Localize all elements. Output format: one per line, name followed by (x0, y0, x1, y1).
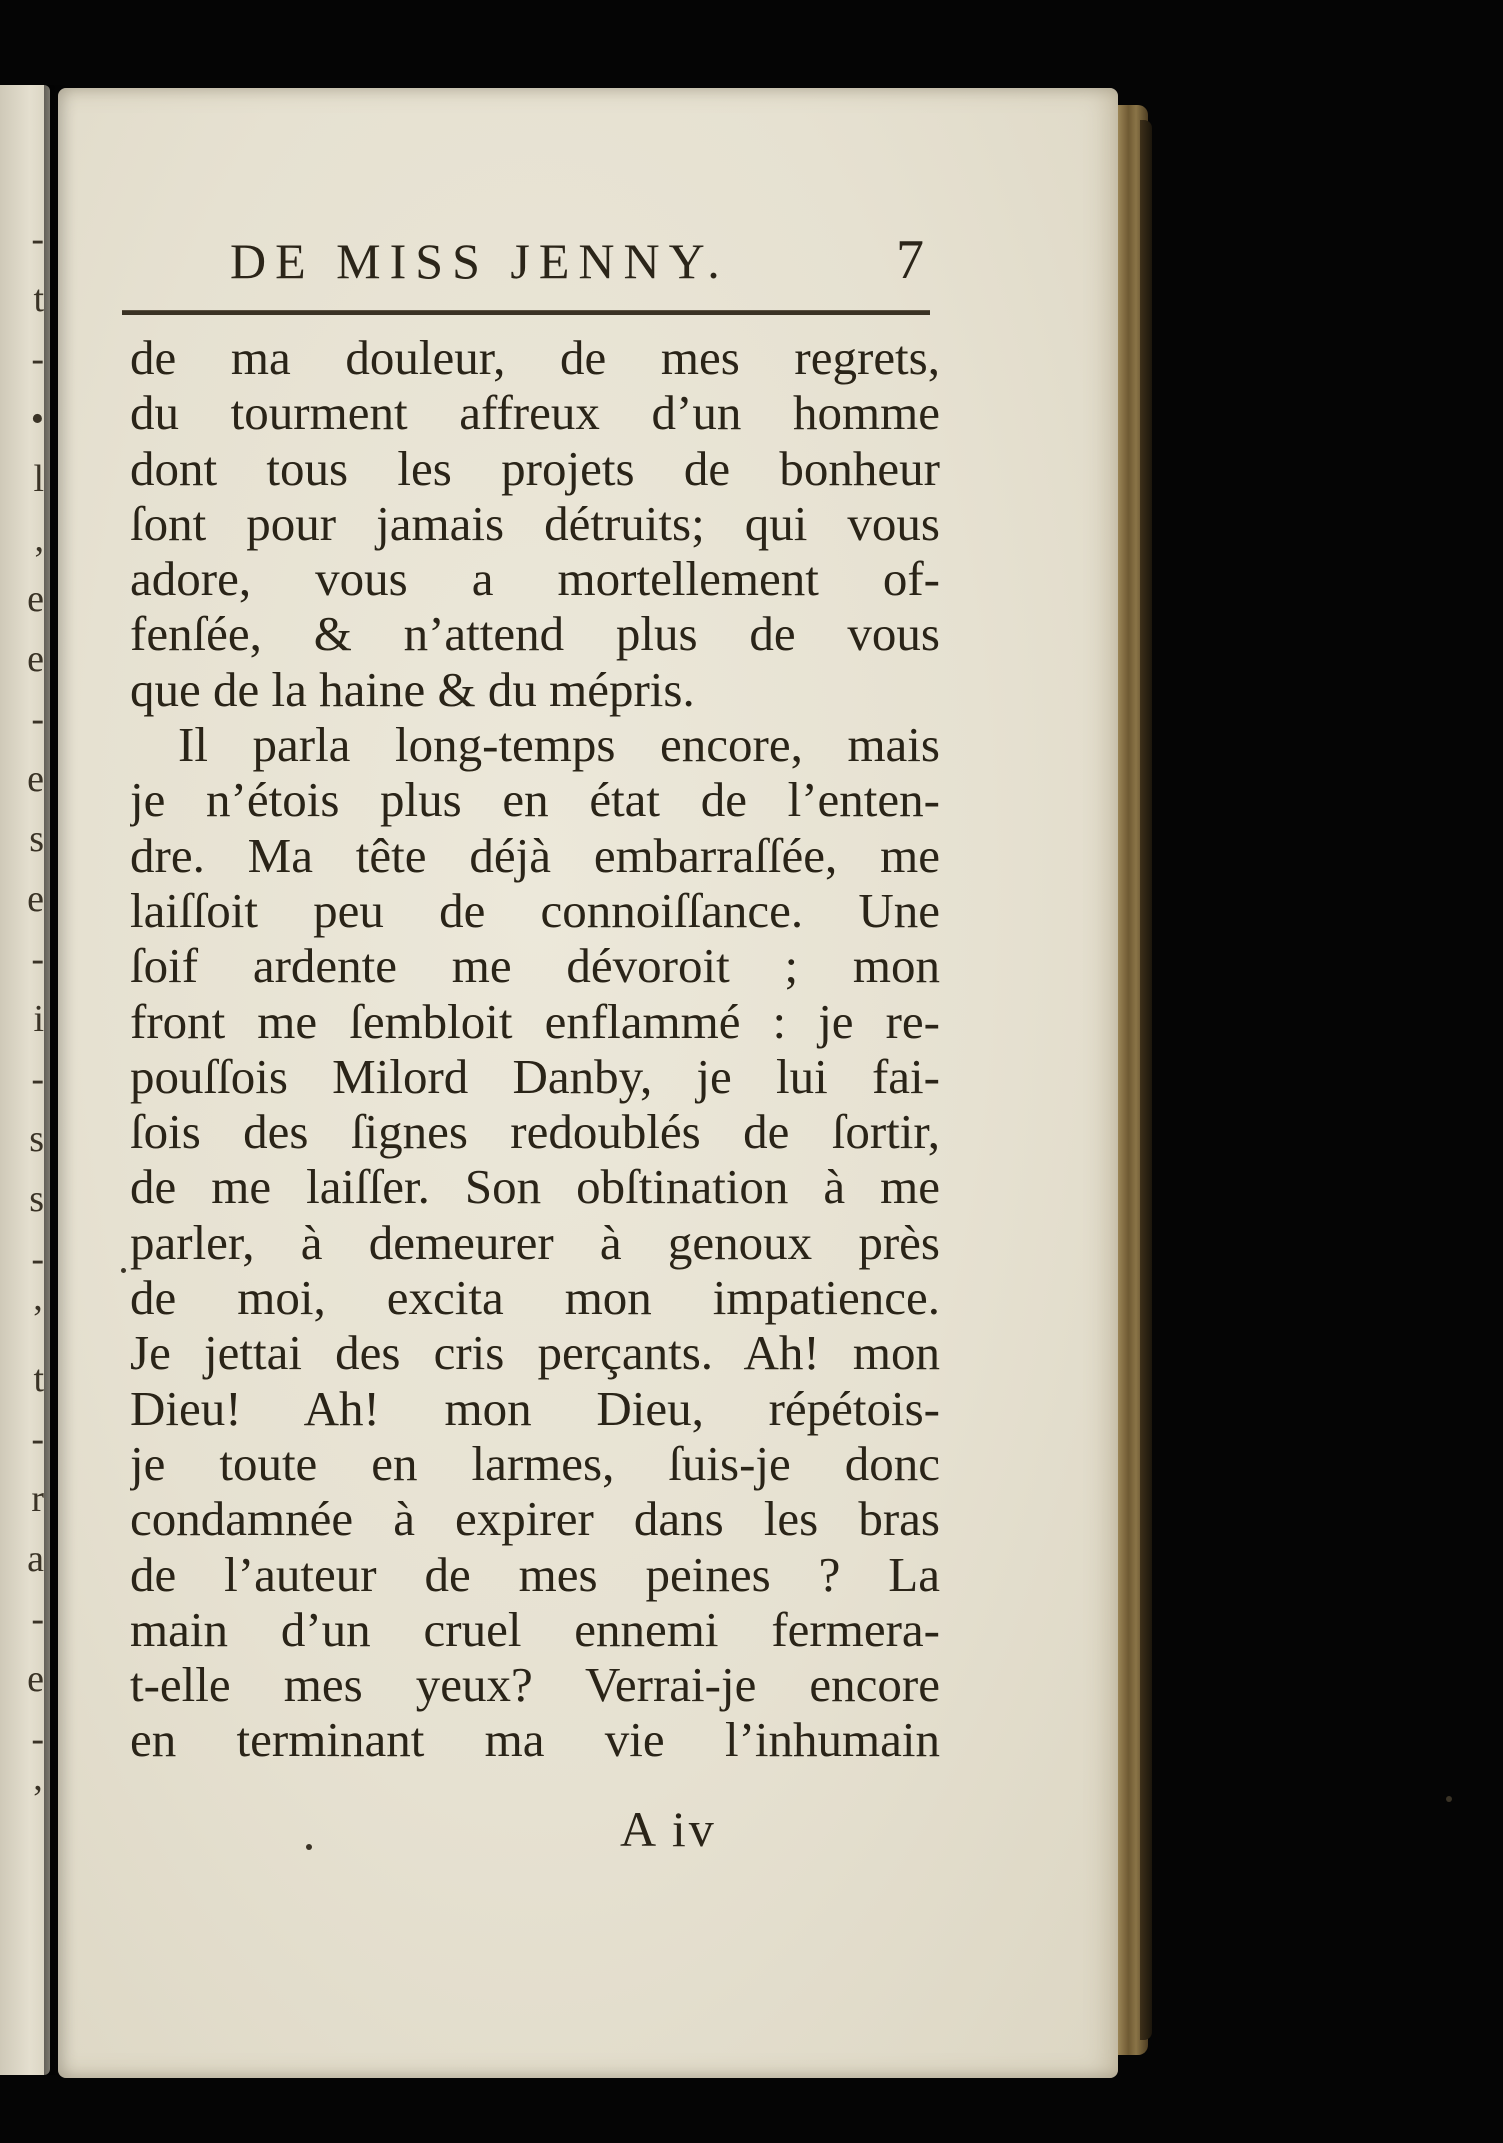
text-line: du tourment affreux d’un homme (130, 385, 940, 441)
text-line: dre. Ma tête déjà embarraſſée, me (130, 827, 940, 883)
previous-page-fragment: e (27, 1658, 44, 1700)
previous-page-fragment: - (31, 218, 44, 260)
book-cover-edge (1140, 120, 1152, 2040)
previous-page-fragment: ’ (31, 1298, 44, 1340)
previous-page-fragment: e (27, 578, 44, 620)
previous-page-fragment: t (33, 278, 44, 320)
body-text (130, 330, 940, 1768)
page-number: 7 (896, 229, 924, 291)
text-line: Il parla long-temps encore, mais (178, 717, 940, 773)
text-line: front me ſembloit enflammé : je re- (130, 993, 940, 1049)
previous-page-fragment: s (29, 1118, 44, 1160)
text-line: ſois des ſignes redoublés de ſortir, (130, 1104, 940, 1160)
text-line: ſoif ardente me dévoroit ; mon (130, 938, 940, 994)
text-line: ſont pour jamais détruits; qui vous (130, 495, 940, 551)
text-line: en terminant ma vie l’inhumain (130, 1712, 940, 1768)
ink-speck (121, 1268, 126, 1273)
text-line: de me laiſſer. Son obſtination à me (130, 1159, 940, 1215)
text-line: je toute en larmes, ſuis-je donc (130, 1435, 940, 1491)
header-rule (122, 310, 930, 315)
running-title: DE MISS JENNY. (230, 233, 729, 289)
text-line: t-elle mes yeux? Verrai-je encore (130, 1657, 940, 1713)
text-line: de ma douleur, de mes regrets, (130, 330, 940, 385)
previous-page-fragment: - (31, 1598, 44, 1640)
text-line: de moi, excita mon impatience. (130, 1270, 940, 1326)
text-line: pouſſois Milord Danby, je lui fai- (130, 1048, 940, 1104)
previous-page-fragment: r (31, 1478, 44, 1520)
text-line: que de la haine & du mépris. (130, 661, 695, 717)
text-line: condamnée à expirer dans les bras (130, 1491, 940, 1547)
ink-speck (1446, 1796, 1452, 1802)
text-line: fenſée, & n’attend plus de vous (130, 606, 940, 662)
text-line: de l’auteur de mes peines ? La (130, 1546, 940, 1602)
ink-speck (306, 1844, 312, 1850)
running-header (58, 228, 1118, 298)
text-line: parler, à demeurer à genoux près (130, 1214, 940, 1270)
previous-page-fragment: e (27, 638, 44, 680)
text-line: dont tous les projets de bonheur (130, 440, 940, 496)
signature-mark: A iv (620, 1801, 717, 1857)
previous-page-edge (0, 85, 50, 2075)
previous-page-fragment: - (31, 1418, 44, 1460)
previous-page-fragment: - (31, 698, 44, 740)
previous-page-fragment: , (34, 518, 44, 560)
previous-page-fragment: e (27, 758, 44, 800)
previous-page-fragment: e (27, 878, 44, 920)
previous-page-fragment: ’ (31, 1778, 44, 1820)
previous-page-fragment: i (33, 998, 44, 1040)
previous-page-fragment: s (29, 1178, 44, 1220)
text-line: je n’étois plus en état de l’enten- (130, 772, 940, 828)
previous-page-fragment: - (31, 1238, 44, 1280)
previous-page-fragment: • (30, 398, 44, 440)
previous-page-fragment: l (33, 458, 44, 500)
text-line: adore, vous a mortellement of- (130, 551, 940, 607)
text-line: laiſſoit peu de connoiſſance. Une (130, 882, 940, 938)
previous-page-fragment: t (33, 1358, 44, 1400)
previous-page-fragment: - (31, 338, 44, 380)
text-line: Dieu! Ah! mon Dieu, répétois- (130, 1380, 940, 1436)
previous-page-fragment: - (31, 1718, 44, 1760)
previous-page-fragment: a (27, 1538, 44, 1580)
previous-page-fragment: s (29, 818, 44, 860)
text-line: main d’un cruel ennemi fermera- (130, 1601, 940, 1657)
previous-page-fragment: - (31, 938, 44, 980)
previous-page-fragment: - (31, 1058, 44, 1100)
text-line: Je jettai des cris perçants. Ah! mon (130, 1325, 940, 1381)
